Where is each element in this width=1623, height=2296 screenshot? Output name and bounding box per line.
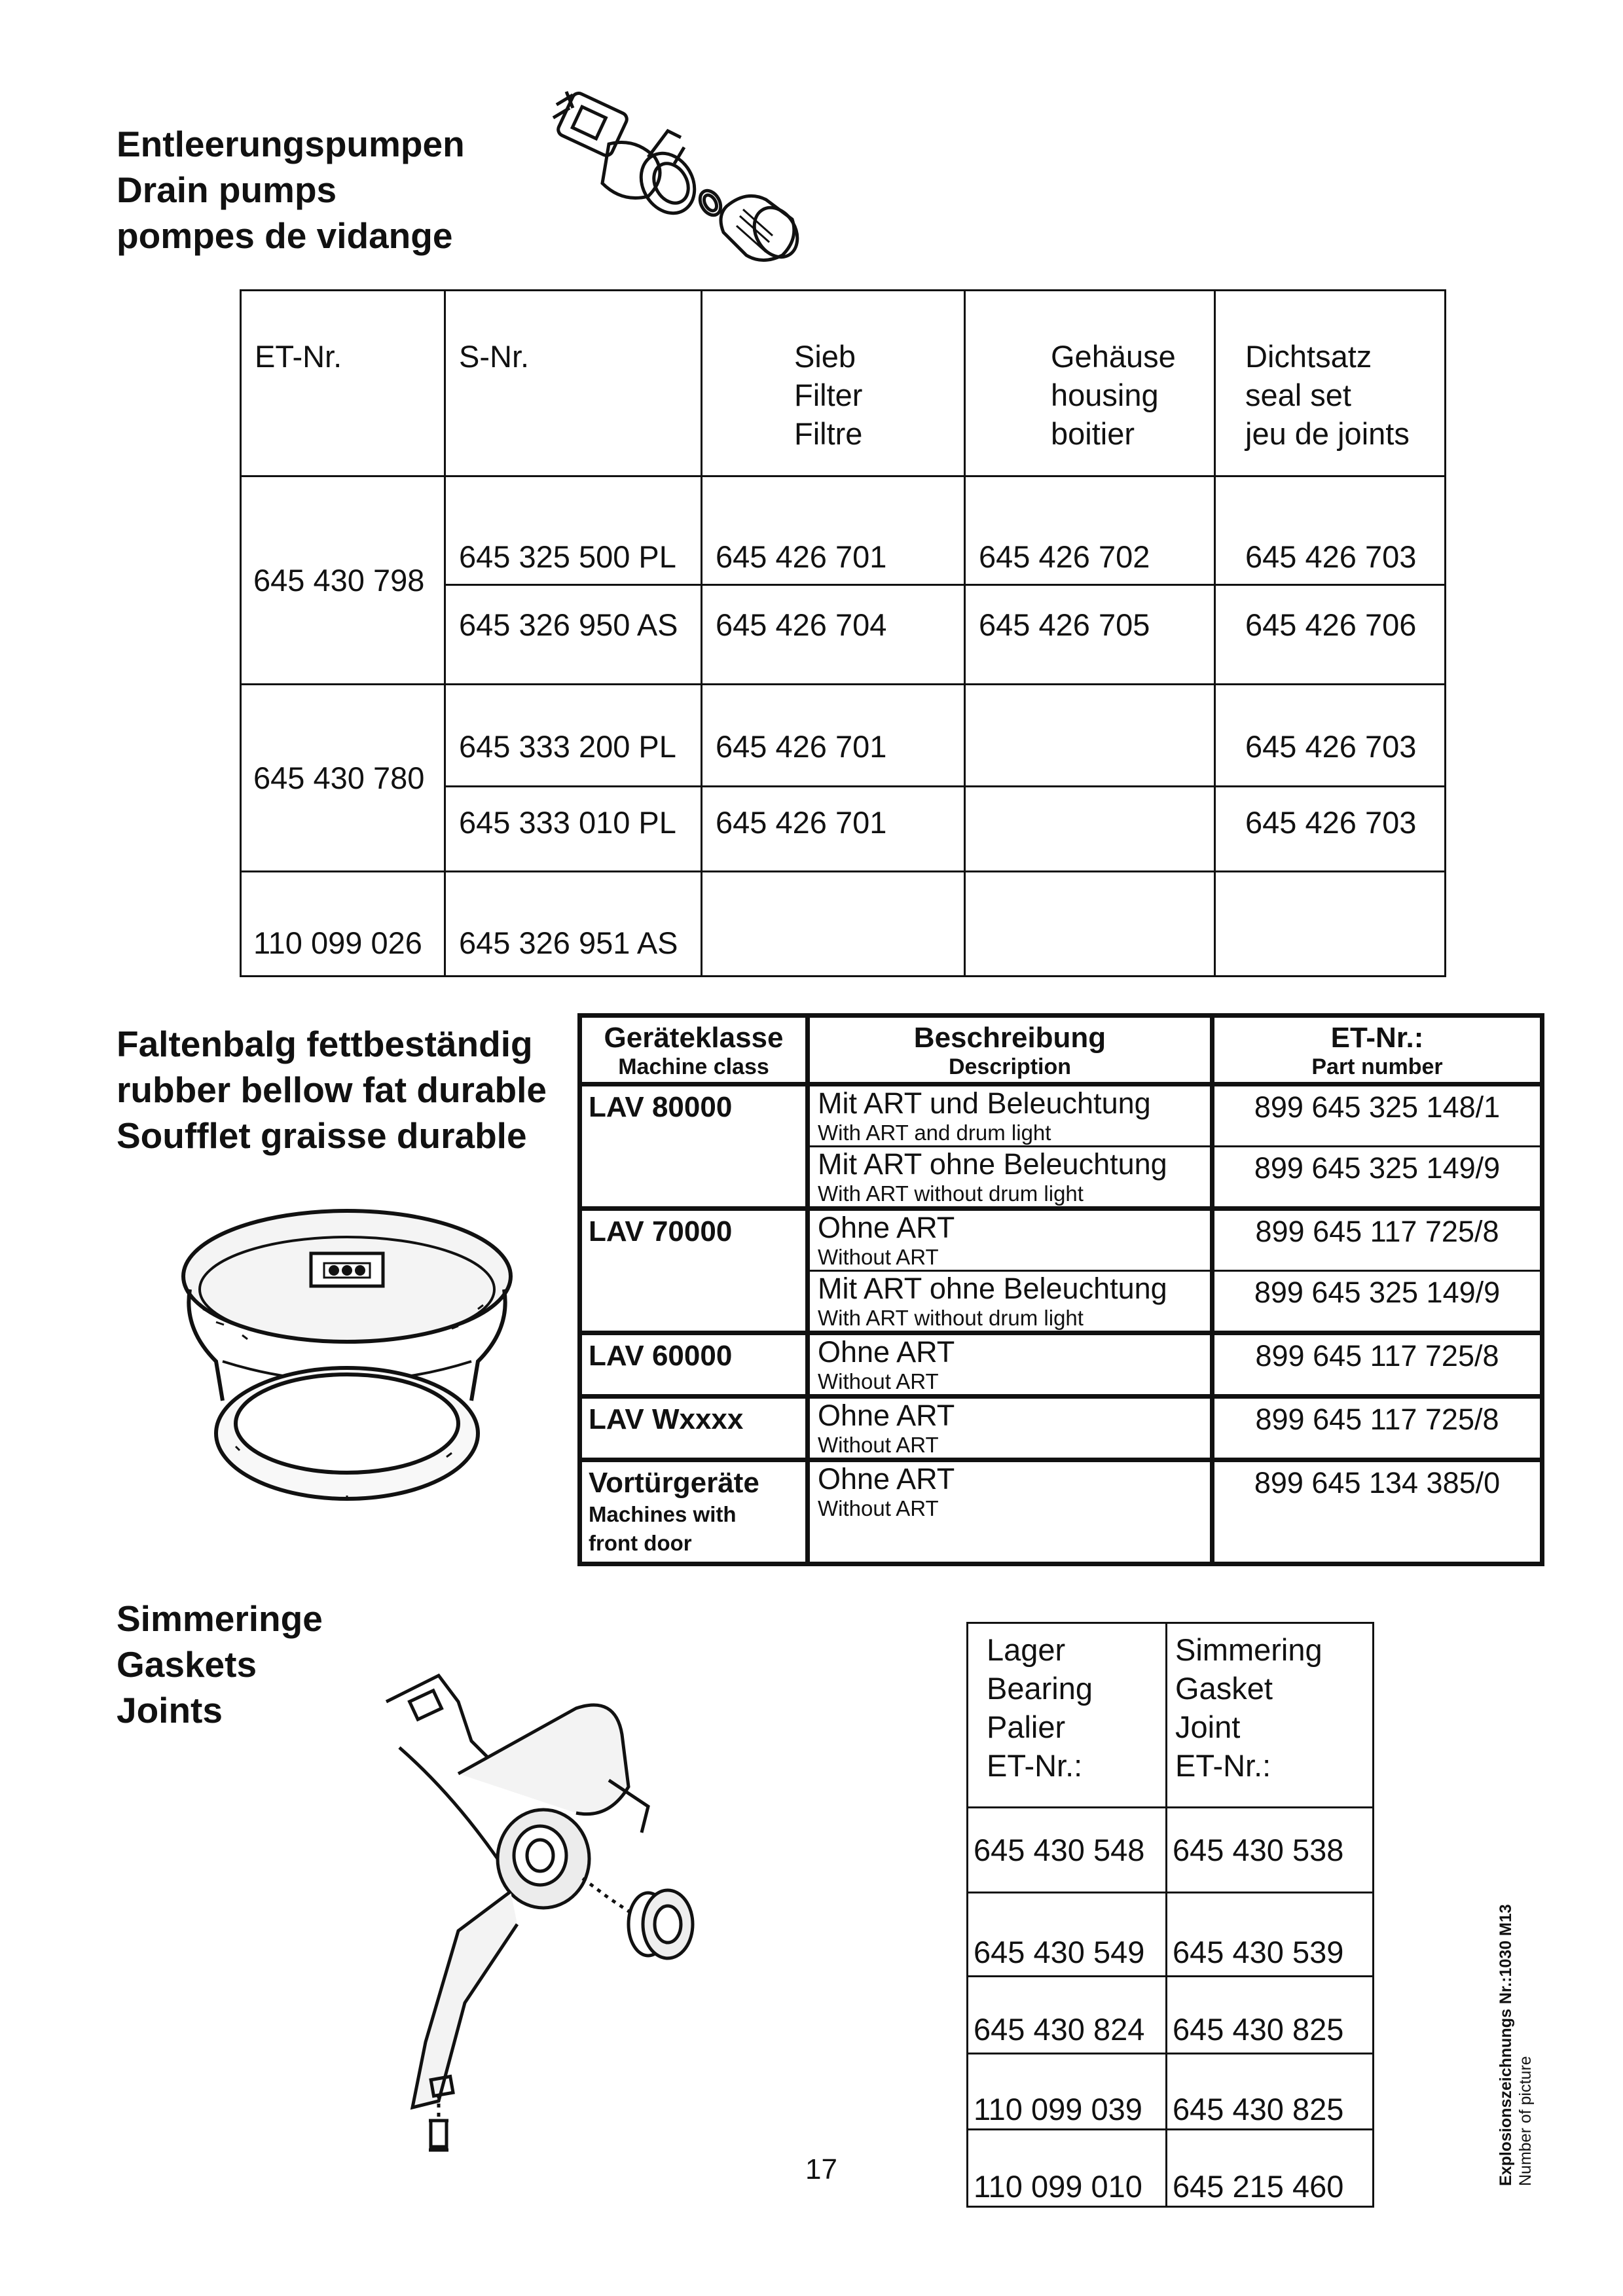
description-de: Ohne ART <box>818 1335 955 1369</box>
et-nr-cell: 645 430 798 <box>241 476 445 685</box>
part-number-cell: 899 645 325 149/9 <box>1213 1271 1542 1333</box>
drain-pumps-heading <box>117 121 465 259</box>
header-class-en: Machine class <box>618 1054 769 1079</box>
table-row <box>968 1977 1374 2054</box>
drum-spider-bearing-illustration <box>347 1662 766 2160</box>
part-number-cell: 899 645 134 385/0 <box>1213 1460 1542 1564</box>
description-de: Mit ART ohne Beleuchtung <box>818 1147 1167 1181</box>
lager-cell: 110 099 039 <box>968 2054 1167 2130</box>
header-gehaeuse-en: housing <box>1051 378 1159 412</box>
description-cell <box>808 1085 1213 1147</box>
drain-pump-illustration <box>543 85 818 281</box>
part-number-cell: 899 645 117 725/8 <box>1213 1333 1542 1397</box>
part-number-cell: 899 645 117 725/8 <box>1213 1397 1542 1460</box>
side-label: Explosionszeichnungs Nr.:1030 M13 <box>1497 1904 1515 2186</box>
header-lager-fr: Palier <box>987 1710 1066 1744</box>
machine-class-cell: LAV Wxxxx <box>580 1397 808 1460</box>
header-part-de: ET-Nr.: <box>1330 1022 1424 1054</box>
side-sublabel: Number of picture <box>1516 2056 1535 2186</box>
heading-line-fr: pompes de vidange <box>117 215 453 256</box>
description-cell <box>808 1397 1213 1460</box>
header-gehaeuse-fr: boitier <box>1051 416 1135 451</box>
table-row <box>241 685 1446 787</box>
header-gehaeuse <box>965 291 1215 476</box>
description-cell <box>808 1271 1213 1333</box>
header-et-nr: ET-Nr. <box>241 291 445 476</box>
rubber-bellow-illustration <box>177 1198 517 1512</box>
header-simmering-etnr: ET-Nr.: <box>1175 1748 1271 1783</box>
table-row <box>968 1808 1374 1893</box>
lager-cell: 645 430 549 <box>968 1893 1167 1977</box>
gehaeuse-cell <box>965 685 1215 787</box>
s-nr-cell: 645 326 950 AS <box>445 585 702 685</box>
dichtsatz-cell: 645 426 703 <box>1215 685 1446 787</box>
header-lager-etnr: ET-Nr.: <box>987 1748 1083 1783</box>
heading-line-fr: Joints <box>117 1690 223 1731</box>
description-de: Mit ART und Beleuchtung <box>818 1086 1151 1120</box>
sieb-cell: 645 426 701 <box>702 685 965 787</box>
header-desc-en: Description <box>948 1054 1072 1079</box>
header-sieb-en: Filter <box>794 378 863 412</box>
heading-line-de: Entleerungspumpen <box>117 124 465 164</box>
part-number-cell: 899 645 325 148/1 <box>1213 1085 1542 1147</box>
gaskets-table <box>966 1622 1374 2208</box>
machine-class-cell <box>580 1460 808 1564</box>
machine-class-cell: LAV 60000 <box>580 1333 808 1397</box>
sieb-cell: 645 426 701 <box>702 476 965 585</box>
header-simmering-fr: Joint <box>1175 1710 1241 1744</box>
dichtsatz-cell <box>1215 872 1446 977</box>
heading-line-en: Gaskets <box>117 1644 257 1685</box>
table-row <box>968 1893 1374 1977</box>
lager-cell: 110 099 010 <box>968 2130 1167 2207</box>
description-cell <box>808 1209 1213 1271</box>
description-de: Ohne ART <box>818 1211 955 1244</box>
description-de: Ohne ART <box>818 1399 955 1432</box>
simmering-cell: 645 430 538 <box>1167 1808 1374 1893</box>
simmering-cell: 645 430 825 <box>1167 1977 1374 2054</box>
table-row <box>580 1397 1542 1460</box>
table-row <box>241 872 1446 977</box>
gaskets-heading <box>117 1596 323 1733</box>
header-desc-de: Beschreibung <box>913 1022 1106 1054</box>
part-number-cell: 899 645 117 725/8 <box>1213 1209 1542 1271</box>
description-en: Without ART <box>818 1496 939 1520</box>
machine-class-label: Vortürgeräte <box>589 1467 759 1499</box>
sieb-cell: 645 426 704 <box>702 585 965 685</box>
table-header-row <box>968 1623 1374 1808</box>
table-row <box>580 1209 1542 1271</box>
heading-line-en: rubber bellow fat durable <box>117 1069 547 1110</box>
gehaeuse-cell <box>965 872 1215 977</box>
header-lager-de: Lager <box>987 1632 1066 1667</box>
lager-cell: 645 430 548 <box>968 1808 1167 1893</box>
lager-cell: 645 430 824 <box>968 1977 1167 2054</box>
table-row <box>580 1085 1542 1147</box>
dichtsatz-cell: 645 426 706 <box>1215 585 1446 685</box>
dichtsatz-cell: 645 426 703 <box>1215 787 1446 872</box>
table-header-row <box>241 291 1446 476</box>
part-number-cell: 899 645 325 149/9 <box>1213 1147 1542 1209</box>
header-simmering-de: Simmering <box>1175 1632 1322 1667</box>
machine-class-cell: LAV 70000 <box>580 1209 808 1333</box>
drain-pumps-table <box>240 289 1446 977</box>
header-lager-en: Bearing <box>987 1671 1093 1706</box>
header-part-en: Part number <box>1311 1054 1443 1079</box>
s-nr-cell: 645 333 010 PL <box>445 787 702 872</box>
header-class-de: Geräteklasse <box>604 1022 784 1054</box>
heading-line-de: Faltenbalg fettbeständig <box>117 1024 533 1064</box>
simmering-cell: 645 430 825 <box>1167 2054 1374 2130</box>
heading-line-de: Simmeringe <box>117 1598 323 1639</box>
header-simmering <box>1167 1623 1374 1808</box>
description-cell <box>808 1333 1213 1397</box>
description-de: Mit ART ohne Beleuchtung <box>818 1272 1167 1305</box>
description-en: With ART without drum light <box>818 1181 1084 1206</box>
heading-line-en: Drain pumps <box>117 170 337 210</box>
sieb-cell <box>702 872 965 977</box>
description-en: With ART without drum light <box>818 1306 1084 1330</box>
sieb-cell: 645 426 701 <box>702 787 965 872</box>
dichtsatz-cell: 645 426 703 <box>1215 476 1446 585</box>
header-machine-class <box>580 1016 808 1085</box>
header-sieb <box>702 291 965 476</box>
table-row <box>241 476 1446 585</box>
table-row <box>580 1333 1542 1397</box>
table-row <box>968 2054 1374 2130</box>
header-dichtsatz <box>1215 291 1446 476</box>
simmering-cell: 645 215 460 <box>1167 2130 1374 2207</box>
gehaeuse-cell: 645 426 702 <box>965 476 1215 585</box>
page-number: 17 <box>805 2153 837 2185</box>
table-row <box>968 2130 1374 2207</box>
header-simmering-en: Gasket <box>1175 1671 1273 1706</box>
header-sieb-de: Sieb <box>794 339 856 374</box>
header-gehaeuse-de: Gehäuse <box>1051 339 1176 374</box>
et-nr-cell: 645 430 780 <box>241 685 445 872</box>
header-s-nr: S-Nr. <box>445 291 702 476</box>
header-dichtsatz-de: Dichtsatz <box>1245 339 1372 374</box>
table-header-row <box>580 1016 1542 1085</box>
header-part-number <box>1213 1016 1542 1085</box>
machine-class-cell: LAV 80000 <box>580 1085 808 1209</box>
description-de: Ohne ART <box>818 1462 955 1496</box>
machine-class-sublabel: Machines with front door <box>589 1502 737 1555</box>
header-lager <box>968 1623 1167 1808</box>
header-dichtsatz-en: seal set <box>1245 378 1351 412</box>
side-label-block <box>1496 1904 1535 2186</box>
s-nr-cell: 645 326 951 AS <box>445 872 702 977</box>
header-description <box>808 1016 1213 1085</box>
s-nr-cell: 645 325 500 PL <box>445 476 702 585</box>
description-cell <box>808 1147 1213 1209</box>
heading-line-fr: Soufflet graisse durable <box>117 1115 527 1156</box>
description-cell <box>808 1460 1213 1564</box>
header-dichtsatz-fr: jeu de joints <box>1245 416 1410 451</box>
description-en: With ART and drum light <box>818 1121 1051 1145</box>
et-nr-cell: 110 099 026 <box>241 872 445 977</box>
rubber-bellow-heading <box>117 1021 547 1158</box>
rubber-bellow-table <box>577 1013 1544 1566</box>
s-nr-cell: 645 333 200 PL <box>445 685 702 787</box>
gehaeuse-cell: 645 426 705 <box>965 585 1215 685</box>
header-sieb-fr: Filtre <box>794 416 863 451</box>
description-en: Without ART <box>818 1369 939 1393</box>
description-en: Without ART <box>818 1433 939 1457</box>
description-en: Without ART <box>818 1245 939 1269</box>
simmering-cell: 645 430 539 <box>1167 1893 1374 1977</box>
gehaeuse-cell <box>965 787 1215 872</box>
table-row <box>580 1460 1542 1564</box>
